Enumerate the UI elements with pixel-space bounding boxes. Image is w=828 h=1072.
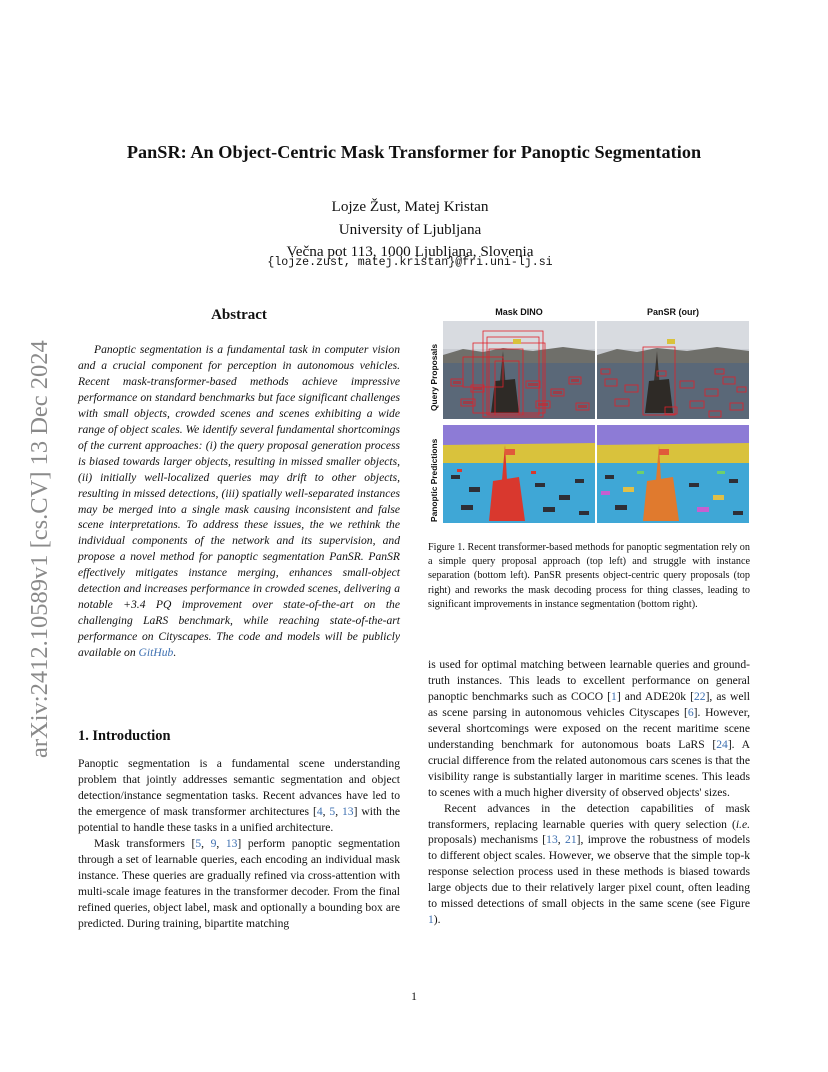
abstract-text [78,342,400,661]
intro-right-column [428,657,750,928]
intro-left-column [78,756,400,931]
arxiv-identifier [14,286,58,760]
citation-link[interactable]: 1 [611,689,617,703]
figure-column-label-right: PanSR (our) [646,307,699,317]
citation-link[interactable]: 13 [342,804,354,818]
intro-paragraph-3: is used for optimal matching between learnable queries and ground-truth instances. This leads to excellent performance on general panoptic benchmarks such as COCO [1] and ADE20k [22], as well as scene parsing in autonomous vehicles Cityscapes [6]. However, several shortcomings were exposed on the recent maritime scene understanding benchmark for autonomous boats LaRS [24]. A crucial difference from the related autonomous cars scenes is that the visibility range is substantially larger in maritime scenes. This leads to scenes with a much higher diversity of observed objects' sizes. [428,658,750,799]
svg-text:Query Proposals: Query Proposals [429,343,439,411]
figure-1 [428,305,750,527]
abstract-body: Panoptic segmentation is a fundamental task in computer vision and a crucial component for perception in autonomous vehicles. Recent mask-transformer-based methods achieve impressive performance on standard benchmarks but face significant challenges with small objects, crowded scenes and scenes exhibiting a wide range of object scales. We identify several fundamental shortcomings of the current approaches: (i) the query proposal generation process is biased towards larger objects, resulting in missed smaller objects, (ii) initially well-localized queries may drift to other objects, resulting in missed detections, (iii) spatially well-separated instances may be merged into a single mask causing inconsistent and false scene interpretations. To address these issues, the we rethink the individual components of the network and its supervision, and propose a novel method for panoptic segmentation PanSR. PanSR effectively mitigates instance merging, enhances small-object detection and increases performance in crowded scenes, delivering a notable +3.4 PQ improvement over state-of-the-art on the challenging LaRS benchmark, while reaching state-of-the-art performance on Cityscapes. The code and models will be publicly available on [78,343,400,660]
intro-paragraph-1: Panoptic segmentation is a fundamental scene understanding problem that jointly addresses semantic segmentation and object detection/instance segmentation tasks. Recent advances have led to the emergence of mask transformer architectures [4, 5, 13] with the potential to handle these tasks in a unified architecture. [78,757,401,834]
address: Večna pot 113, 1000 Ljubljana, Slovenia [286,243,534,260]
abstract-end: . [173,646,177,660]
citation-link[interactable]: 6 [687,705,694,719]
abstract-heading: Abstract [211,307,267,323]
section-heading-introduction: 1. Introduction [78,728,171,744]
figure-panel-maskdino-proposals [443,321,595,419]
citation-link[interactable]: 13 [546,833,558,847]
figure-1-caption: Figure 1. Recent transformer-based methods for panoptic segmentation rely on a simple query proposal approach (top left) and struggle with instance separation (bottom left). PanSR presents object-centric query proposals (top right) and reworks the mask decoding process for thing classes, leading to significant improvements in instance segmentation (bottom right). [428,542,750,610]
svg-text:Panoptic Predictions: Panoptic Predictions [429,438,439,522]
citation-link[interactable]: 9 [210,836,217,850]
figure-row-label-bottom [428,425,440,523]
citation-link[interactable]: 21 [565,833,577,847]
author-email: {lojze.zust, matej.kristan}@fri.uni-lj.si [267,256,553,269]
citation-link[interactable]: 24 [716,737,728,751]
arxiv-identifier-text: arXiv:2412.10589v1 [cs.CV] 13 Dec 2024 [26,340,53,758]
intro-paragraph-2: Mask transformers [5, 9, 13] perform panoptic segmentation through a set of learnable queries, each encoding an individual mask instance. These queries are gradually refined via cross-attention with multi-scale image features in the transformer decoder. From the final refined queries, object label, mask and optionally a bounding box are predicted. During training, bipartite matching [78,836,401,930]
figure-column-label-left: Mask DINO [495,307,543,317]
citation-link[interactable]: 5 [195,836,202,850]
citation-link[interactable]: 22 [693,689,706,703]
citation-link[interactable]: 5 [329,804,336,818]
intro-paragraph-4: Recent advances in the detection capabilities of mask transformers, replacing learnable queries with query selection (i.e. proposals) mechanisms [13, 21], improve the robustness of models to different object scales. However, we observe that the simple top-k response selection process used in these methods is biased towards large objects due to their relatively larger pixel count, often leading to missed detections of small objects in the same scene (see Figure 1). [428,801,750,927]
figure-row-label-top [428,321,440,419]
author-block [160,196,660,264]
github-link[interactable]: GitHub [138,646,174,660]
page-number: 1 [411,990,417,1003]
citation-link[interactable]: 13 [225,836,238,850]
affiliation: University of Ljubljana [338,220,482,238]
citation-link[interactable]: 4 [316,804,323,818]
author-names: Lojze Žust, Matej Kristan [331,198,489,215]
figure-panel-pansr-predictions [597,425,749,523]
paper-title: PanSR: An Object-Centric Mask Transformer for Panoptic Segmentation [126,142,702,162]
figure-panel-maskdino-predictions [443,425,595,523]
figure-reference-link[interactable]: 1 [428,913,434,927]
figure-panel-pansr-proposals [597,321,749,419]
